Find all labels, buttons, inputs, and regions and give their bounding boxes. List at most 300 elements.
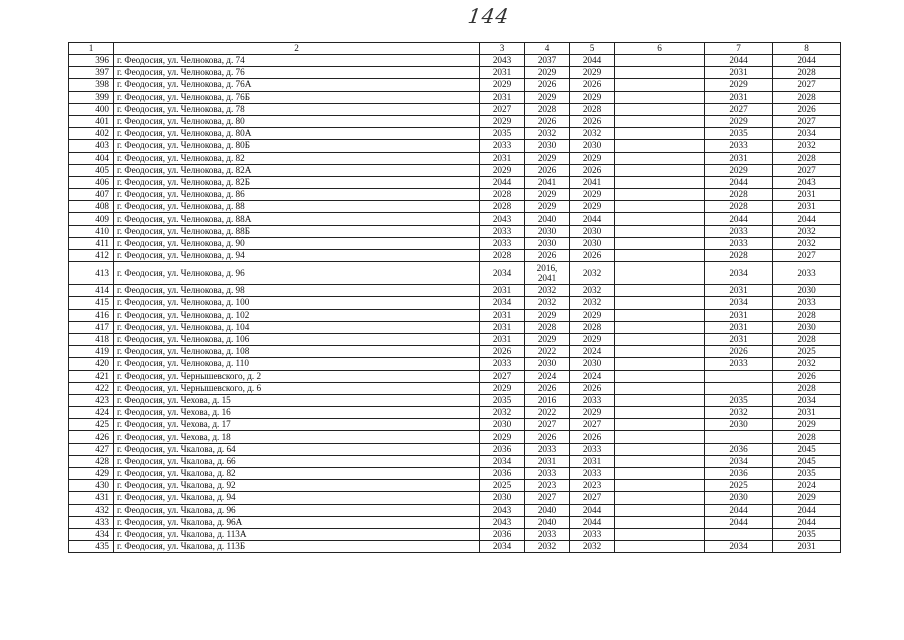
col8-cell: 2031 — [773, 407, 841, 419]
col6-cell — [615, 297, 705, 309]
address-cell: г. Феодосия, ул. Чкалова, д. 92 — [114, 480, 480, 492]
col8-cell: 2032 — [773, 237, 841, 249]
col8-cell: 2044 — [773, 516, 841, 528]
table-row — [69, 201, 841, 213]
col6-cell — [615, 225, 705, 237]
row-number-cell: 401 — [69, 115, 114, 127]
col8-cell: 2024 — [773, 480, 841, 492]
col7-cell: 2029 — [705, 164, 773, 176]
col6-cell — [615, 443, 705, 455]
col8-cell: 2028 — [773, 152, 841, 164]
col3-cell: 2033 — [480, 140, 525, 152]
col3-cell: 2025 — [480, 480, 525, 492]
row-number-cell: 434 — [69, 528, 114, 540]
col5-cell: 2030 — [570, 237, 615, 249]
col8-cell: 2030 — [773, 285, 841, 297]
table-row — [69, 443, 841, 455]
col8-cell: 2032 — [773, 140, 841, 152]
col3-cell: 2031 — [480, 152, 525, 164]
row-number-cell: 433 — [69, 516, 114, 528]
address-cell: г. Феодосия, ул. Чернышевского, д. 6 — [114, 382, 480, 394]
table-row — [69, 225, 841, 237]
col6-cell — [615, 370, 705, 382]
table-row — [69, 250, 841, 262]
table-row — [69, 152, 841, 164]
col3-cell: 2028 — [480, 201, 525, 213]
col5-cell: 2044 — [570, 55, 615, 67]
col5-cell: 2031 — [570, 455, 615, 467]
col5-cell: 2032 — [570, 297, 615, 309]
row-number-cell: 421 — [69, 370, 114, 382]
col6-cell — [615, 333, 705, 345]
col7-cell: 2031 — [705, 285, 773, 297]
row-number-cell: 410 — [69, 225, 114, 237]
address-cell: г. Феодосия, ул. Чернышевского, д. 2 — [114, 370, 480, 382]
table-row — [69, 103, 841, 115]
col7-cell — [705, 370, 773, 382]
col6-cell — [615, 468, 705, 480]
col8-cell: 2031 — [773, 201, 841, 213]
col5-cell: 2026 — [570, 164, 615, 176]
col6-cell — [615, 115, 705, 127]
col6-cell — [615, 382, 705, 394]
table-row — [69, 285, 841, 297]
col8-cell: 2034 — [773, 128, 841, 140]
col7-cell: 2036 — [705, 443, 773, 455]
address-cell: г. Феодосия, ул. Челнокова, д. 104 — [114, 321, 480, 333]
col8-cell: 2035 — [773, 468, 841, 480]
col7-cell: 2032 — [705, 407, 773, 419]
header-cell: 8 — [773, 43, 841, 55]
col5-cell: 2027 — [570, 419, 615, 431]
table-row — [69, 333, 841, 345]
address-cell: г. Феодосия, ул. Челнокова, д. 74 — [114, 55, 480, 67]
col7-cell: 2044 — [705, 176, 773, 188]
col5-cell: 2033 — [570, 394, 615, 406]
col3-cell: 2029 — [480, 79, 525, 91]
col3-cell: 2027 — [480, 103, 525, 115]
col3-cell: 2031 — [480, 285, 525, 297]
col6-cell — [615, 128, 705, 140]
col7-cell — [705, 528, 773, 540]
col6-cell — [615, 516, 705, 528]
col3-cell: 2035 — [480, 394, 525, 406]
row-number-cell: 409 — [69, 213, 114, 225]
col7-cell: 2031 — [705, 309, 773, 321]
col5-cell: 2029 — [570, 407, 615, 419]
address-cell: г. Феодосия, ул. Челнокова, д. 82А — [114, 164, 480, 176]
col8-cell: 2025 — [773, 346, 841, 358]
col4-cell: 2026 — [525, 250, 570, 262]
col6-cell — [615, 189, 705, 201]
col7-cell: 2028 — [705, 189, 773, 201]
col4-cell: 2029 — [525, 189, 570, 201]
row-number-cell: 415 — [69, 297, 114, 309]
table-row — [69, 115, 841, 127]
col8-cell: 2044 — [773, 55, 841, 67]
col7-cell: 2033 — [705, 225, 773, 237]
table-row — [69, 541, 841, 553]
col4-cell: 2029 — [525, 309, 570, 321]
col8-cell: 2027 — [773, 115, 841, 127]
address-cell: г. Феодосия, ул. Челнокова, д. 110 — [114, 358, 480, 370]
row-number-cell: 397 — [69, 67, 114, 79]
address-cell: г. Феодосия, ул. Челнокова, д. 106 — [114, 333, 480, 345]
col6-cell — [615, 201, 705, 213]
col4-cell: 2022 — [525, 407, 570, 419]
table-row — [69, 262, 841, 285]
row-number-cell: 416 — [69, 309, 114, 321]
col3-cell: 2028 — [480, 189, 525, 201]
address-cell: г. Феодосия, ул. Чкалова, д. 64 — [114, 443, 480, 455]
table-header-row — [69, 43, 841, 55]
col8-cell: 2035 — [773, 528, 841, 540]
col5-cell: 2023 — [570, 480, 615, 492]
header-cell: 1 — [69, 43, 114, 55]
col4-cell: 2027 — [525, 419, 570, 431]
row-number-cell: 405 — [69, 164, 114, 176]
header-cell: 3 — [480, 43, 525, 55]
address-cell: г. Феодосия, ул. Челнокова, д. 82 — [114, 152, 480, 164]
row-number-cell: 420 — [69, 358, 114, 370]
col7-cell: 2035 — [705, 394, 773, 406]
address-cell: г. Феодосия, ул. Чехова, д. 15 — [114, 394, 480, 406]
table-row — [69, 164, 841, 176]
address-cell: г. Феодосия, ул. Чкалова, д. 113А — [114, 528, 480, 540]
col6-cell — [615, 213, 705, 225]
row-number-cell: 413 — [69, 262, 114, 285]
col3-cell: 2034 — [480, 297, 525, 309]
col4-cell: 2041 — [525, 176, 570, 188]
row-number-cell: 396 — [69, 55, 114, 67]
row-number-cell: 429 — [69, 468, 114, 480]
col7-cell: 2036 — [705, 468, 773, 480]
col8-cell: 2045 — [773, 443, 841, 455]
col4-cell: 2028 — [525, 103, 570, 115]
col7-cell: 2028 — [705, 201, 773, 213]
col8-cell: 2028 — [773, 309, 841, 321]
row-number-cell: 408 — [69, 201, 114, 213]
col7-cell: 2034 — [705, 297, 773, 309]
col5-cell: 2041 — [570, 176, 615, 188]
col3-cell: 2029 — [480, 115, 525, 127]
col3-cell: 2034 — [480, 262, 525, 285]
col4-cell: 2026 — [525, 164, 570, 176]
header-cell: 2 — [114, 43, 480, 55]
col7-cell: 2029 — [705, 79, 773, 91]
col4-cell: 2029 — [525, 201, 570, 213]
col6-cell — [615, 140, 705, 152]
col4-cell: 2030 — [525, 358, 570, 370]
col6-cell — [615, 492, 705, 504]
col3-cell: 2031 — [480, 67, 525, 79]
address-cell: г. Феодосия, ул. Челнокова, д. 98 — [114, 285, 480, 297]
col4-cell: 2026 — [525, 115, 570, 127]
col6-cell — [615, 358, 705, 370]
col7-cell: 2044 — [705, 516, 773, 528]
table-row — [69, 394, 841, 406]
address-cell: г. Феодосия, ул. Челнокова, д. 80 — [114, 115, 480, 127]
col8-cell: 2033 — [773, 262, 841, 285]
table-row — [69, 67, 841, 79]
col5-cell: 2030 — [570, 225, 615, 237]
col8-cell: 2027 — [773, 250, 841, 262]
col8-cell: 2045 — [773, 455, 841, 467]
col7-cell: 2030 — [705, 492, 773, 504]
table-row — [69, 91, 841, 103]
address-cell: г. Феодосия, ул. Челнокова, д. 80Б — [114, 140, 480, 152]
table-row — [69, 358, 841, 370]
table-row — [69, 176, 841, 188]
row-number-cell: 426 — [69, 431, 114, 443]
address-cell: г. Феодосия, ул. Челнокова, д. 76 — [114, 67, 480, 79]
col8-cell: 2031 — [773, 541, 841, 553]
col3-cell: 2031 — [480, 91, 525, 103]
col4-cell: 2030 — [525, 237, 570, 249]
col4-cell: 2040 — [525, 213, 570, 225]
col5-cell: 2032 — [570, 128, 615, 140]
col6-cell — [615, 541, 705, 553]
col7-cell — [705, 431, 773, 443]
col3-cell: 2043 — [480, 55, 525, 67]
col8-cell: 2030 — [773, 321, 841, 333]
col7-cell: 2025 — [705, 480, 773, 492]
address-cell: г. Феодосия, ул. Челнокова, д. 88А — [114, 213, 480, 225]
col5-cell: 2033 — [570, 443, 615, 455]
housing-schedule-table — [68, 42, 841, 553]
col8-cell: 2028 — [773, 333, 841, 345]
col6-cell — [615, 55, 705, 67]
header-cell: 5 — [570, 43, 615, 55]
col8-cell: 2029 — [773, 419, 841, 431]
col3-cell: 2029 — [480, 164, 525, 176]
row-number-cell: 404 — [69, 152, 114, 164]
col8-cell: 2028 — [773, 382, 841, 394]
col4-cell: 2026 — [525, 382, 570, 394]
row-number-cell: 425 — [69, 419, 114, 431]
address-cell: г. Феодосия, ул. Челнокова, д. 90 — [114, 237, 480, 249]
col4-cell: 2022 — [525, 346, 570, 358]
header-cell: 6 — [615, 43, 705, 55]
col3-cell: 2033 — [480, 358, 525, 370]
col8-cell: 2028 — [773, 91, 841, 103]
col6-cell — [615, 176, 705, 188]
col5-cell: 2026 — [570, 382, 615, 394]
col4-cell: 2029 — [525, 152, 570, 164]
col3-cell: 2029 — [480, 431, 525, 443]
col6-cell — [615, 67, 705, 79]
col8-cell: 2033 — [773, 297, 841, 309]
col7-cell: 2031 — [705, 91, 773, 103]
col4-cell: 2033 — [525, 528, 570, 540]
col7-cell: 2031 — [705, 321, 773, 333]
col5-cell: 2033 — [570, 468, 615, 480]
table-body — [69, 55, 841, 553]
address-cell: г. Феодосия, ул. Челнокова, д. 94 — [114, 250, 480, 262]
row-number-cell: 427 — [69, 443, 114, 455]
col5-cell: 2029 — [570, 201, 615, 213]
col7-cell: 2026 — [705, 346, 773, 358]
table-row — [69, 237, 841, 249]
table-row — [69, 321, 841, 333]
col3-cell: 2036 — [480, 468, 525, 480]
header-cell: 7 — [705, 43, 773, 55]
address-cell: г. Феодосия, ул. Челнокова, д. 80А — [114, 128, 480, 140]
table-row — [69, 140, 841, 152]
col6-cell — [615, 431, 705, 443]
address-cell: г. Феодосия, ул. Челнокова, д. 78 — [114, 103, 480, 115]
col5-cell: 2027 — [570, 492, 615, 504]
col7-cell: 2031 — [705, 152, 773, 164]
table-row — [69, 79, 841, 91]
col4-cell: 2031 — [525, 455, 570, 467]
col6-cell — [615, 528, 705, 540]
col3-cell: 2035 — [480, 128, 525, 140]
col6-cell — [615, 164, 705, 176]
col8-cell: 2027 — [773, 164, 841, 176]
table-row — [69, 504, 841, 516]
table-row — [69, 128, 841, 140]
col8-cell: 2044 — [773, 504, 841, 516]
col3-cell: 2032 — [480, 407, 525, 419]
col4-cell: 2029 — [525, 67, 570, 79]
address-cell: г. Феодосия, ул. Челнокова, д. 82Б — [114, 176, 480, 188]
address-cell: г. Феодосия, ул. Чехова, д. 16 — [114, 407, 480, 419]
col5-cell: 2032 — [570, 541, 615, 553]
col4-cell: 2033 — [525, 443, 570, 455]
col6-cell — [615, 504, 705, 516]
col3-cell: 2036 — [480, 443, 525, 455]
col3-cell: 2028 — [480, 250, 525, 262]
col7-cell: 2034 — [705, 455, 773, 467]
table-row — [69, 480, 841, 492]
row-number-cell: 431 — [69, 492, 114, 504]
col4-cell: 2026 — [525, 431, 570, 443]
col7-cell: 2034 — [705, 262, 773, 285]
address-cell: г. Феодосия, ул. Челнокова, д. 76Б — [114, 91, 480, 103]
handwritten-page-number: 144 — [466, 4, 512, 28]
row-number-cell: 407 — [69, 189, 114, 201]
col4-cell: 2032 — [525, 541, 570, 553]
col5-cell: 2032 — [570, 262, 615, 285]
col5-cell: 2026 — [570, 115, 615, 127]
col3-cell: 2044 — [480, 176, 525, 188]
col3-cell: 2033 — [480, 225, 525, 237]
table-row — [69, 431, 841, 443]
address-cell: г. Феодосия, ул. Челнокова, д. 108 — [114, 346, 480, 358]
table-row — [69, 346, 841, 358]
col5-cell: 2044 — [570, 504, 615, 516]
row-number-cell: 406 — [69, 176, 114, 188]
col6-cell — [615, 480, 705, 492]
col5-cell: 2024 — [570, 346, 615, 358]
address-cell: г. Феодосия, ул. Челнокова, д. 100 — [114, 297, 480, 309]
address-cell: г. Феодосия, ул. Чехова, д. 18 — [114, 431, 480, 443]
col4-cell: 2029 — [525, 333, 570, 345]
col5-cell: 2044 — [570, 516, 615, 528]
row-number-cell: 414 — [69, 285, 114, 297]
col8-cell: 2044 — [773, 213, 841, 225]
address-cell: г. Феодосия, ул. Челнокова, д. 88 — [114, 201, 480, 213]
col3-cell: 2034 — [480, 541, 525, 553]
col4-cell: 2029 — [525, 91, 570, 103]
col6-cell — [615, 103, 705, 115]
col4-cell: 2028 — [525, 321, 570, 333]
col6-cell — [615, 262, 705, 285]
col7-cell: 2033 — [705, 358, 773, 370]
col6-cell — [615, 346, 705, 358]
col6-cell — [615, 419, 705, 431]
table-row — [69, 455, 841, 467]
col6-cell — [615, 250, 705, 262]
col5-cell: 2029 — [570, 333, 615, 345]
address-cell: г. Феодосия, ул. Чкалова, д. 113Б — [114, 541, 480, 553]
col5-cell: 2029 — [570, 91, 615, 103]
col8-cell: 2032 — [773, 225, 841, 237]
row-number-cell: 432 — [69, 504, 114, 516]
col4-cell: 2016 — [525, 394, 570, 406]
address-cell: г. Феодосия, ул. Чкалова, д. 96А — [114, 516, 480, 528]
table-row — [69, 516, 841, 528]
col3-cell: 2043 — [480, 504, 525, 516]
col4-cell: 2016, 2041 — [525, 262, 570, 285]
col5-cell: 2026 — [570, 250, 615, 262]
col4-cell: 2033 — [525, 468, 570, 480]
col6-cell — [615, 455, 705, 467]
col8-cell: 2028 — [773, 431, 841, 443]
col3-cell: 2030 — [480, 419, 525, 431]
row-number-cell: 400 — [69, 103, 114, 115]
table-row — [69, 213, 841, 225]
col7-cell: 2029 — [705, 115, 773, 127]
col5-cell: 2029 — [570, 189, 615, 201]
col5-cell: 2030 — [570, 358, 615, 370]
col6-cell — [615, 237, 705, 249]
col3-cell: 2031 — [480, 333, 525, 345]
address-cell: г. Феодосия, ул. Челнокова, д. 86 — [114, 189, 480, 201]
col6-cell — [615, 407, 705, 419]
col4-cell: 2040 — [525, 504, 570, 516]
col7-cell: 2034 — [705, 541, 773, 553]
table-row — [69, 528, 841, 540]
row-number-cell: 399 — [69, 91, 114, 103]
col3-cell: 2043 — [480, 213, 525, 225]
col7-cell: 2033 — [705, 140, 773, 152]
col3-cell: 2030 — [480, 492, 525, 504]
col5-cell: 2029 — [570, 152, 615, 164]
address-cell: г. Феодосия, ул. Челнокова, д. 96 — [114, 262, 480, 285]
table-row — [69, 382, 841, 394]
table-row — [69, 468, 841, 480]
col7-cell: 2028 — [705, 250, 773, 262]
table-row — [69, 370, 841, 382]
col3-cell: 2031 — [480, 309, 525, 321]
col5-cell: 2032 — [570, 285, 615, 297]
col5-cell: 2028 — [570, 103, 615, 115]
col8-cell: 2031 — [773, 189, 841, 201]
table-row — [69, 297, 841, 309]
col8-cell: 2026 — [773, 103, 841, 115]
col3-cell: 2027 — [480, 370, 525, 382]
col7-cell — [705, 382, 773, 394]
col4-cell: 2032 — [525, 285, 570, 297]
col6-cell — [615, 285, 705, 297]
row-number-cell: 412 — [69, 250, 114, 262]
row-number-cell: 428 — [69, 455, 114, 467]
col3-cell: 2043 — [480, 516, 525, 528]
col4-cell: 2040 — [525, 516, 570, 528]
col8-cell: 2032 — [773, 358, 841, 370]
